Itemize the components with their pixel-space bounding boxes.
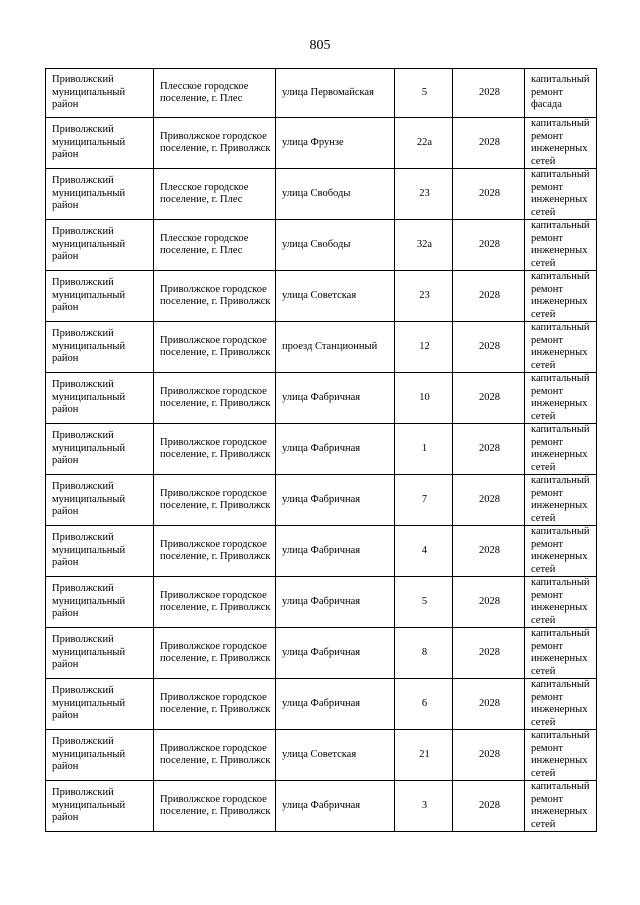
house-number-cell: 32а [395, 220, 453, 271]
settlement-cell: Приволжское городское поселение, г. Приволжск [154, 475, 276, 526]
table-row [46, 577, 597, 628]
street-cell: улица Советская [276, 271, 395, 322]
settlement-cell: Приволжское городское поселение, г. Приволжск [154, 118, 276, 169]
work-type-cell: капитальный ремонт инженерных сетей [525, 322, 597, 373]
table-row [46, 628, 597, 679]
registry-table [45, 68, 597, 832]
table-row [46, 118, 597, 169]
year-cell: 2028 [453, 730, 525, 781]
work-type-cell: капитальный ремонт инженерных сетей [525, 577, 597, 628]
house-number-cell: 22а [395, 118, 453, 169]
settlement-cell: Приволжское городское поселение, г. Приволжск [154, 526, 276, 577]
year-cell: 2028 [453, 322, 525, 373]
table-row [46, 373, 597, 424]
street-cell: улица Фабричная [276, 679, 395, 730]
street-cell: улица Советская [276, 730, 395, 781]
work-type-cell: капитальный ремонт инженерных сетей [525, 526, 597, 577]
year-cell: 2028 [453, 679, 525, 730]
work-type-cell: капитальный ремонт инженерных сетей [525, 730, 597, 781]
street-cell: улица Фабричная [276, 373, 395, 424]
district-cell: Приволжский муниципальный район [46, 322, 154, 373]
house-number-cell: 7 [395, 475, 453, 526]
settlement-cell: Плесское городское поселение, г. Плес [154, 69, 276, 118]
district-cell: Приволжский муниципальный район [46, 526, 154, 577]
house-number-cell: 8 [395, 628, 453, 679]
district-cell: Приволжский муниципальный район [46, 169, 154, 220]
year-cell: 2028 [453, 271, 525, 322]
year-cell: 2028 [453, 628, 525, 679]
district-cell: Приволжский муниципальный район [46, 577, 154, 628]
table-row [46, 322, 597, 373]
district-cell: Приволжский муниципальный район [46, 475, 154, 526]
house-number-cell: 5 [395, 69, 453, 118]
work-type-cell: капитальный ремонт инженерных сетей [525, 271, 597, 322]
district-cell: Приволжский муниципальный район [46, 628, 154, 679]
settlement-cell: Приволжское городское поселение, г. Приволжск [154, 628, 276, 679]
house-number-cell: 21 [395, 730, 453, 781]
district-cell: Приволжский муниципальный район [46, 679, 154, 730]
table-row [46, 526, 597, 577]
table-row [46, 781, 597, 832]
table-row [46, 220, 597, 271]
table-row [46, 730, 597, 781]
work-type-cell: капитальный ремонт инженерных сетей [525, 781, 597, 832]
year-cell: 2028 [453, 577, 525, 628]
district-cell: Приволжский муниципальный район [46, 69, 154, 118]
work-type-cell: капитальный ремонт инженерных сетей [525, 475, 597, 526]
street-cell: улица Свободы [276, 220, 395, 271]
street-cell: улица Фабричная [276, 475, 395, 526]
year-cell: 2028 [453, 220, 525, 271]
district-cell: Приволжский муниципальный район [46, 118, 154, 169]
table-row [46, 69, 597, 118]
settlement-cell: Плесское городское поселение, г. Плес [154, 169, 276, 220]
work-type-cell: капитальный ремонт инженерных сетей [525, 679, 597, 730]
settlement-cell: Приволжское городское поселение, г. Приволжск [154, 577, 276, 628]
street-cell: улица Фабричная [276, 577, 395, 628]
street-cell: проезд Станционный [276, 322, 395, 373]
house-number-cell: 4 [395, 526, 453, 577]
year-cell: 2028 [453, 118, 525, 169]
settlement-cell: Плесское городское поселение, г. Плес [154, 220, 276, 271]
district-cell: Приволжский муниципальный район [46, 781, 154, 832]
settlement-cell: Приволжское городское поселение, г. Приволжск [154, 424, 276, 475]
district-cell: Приволжский муниципальный район [46, 730, 154, 781]
house-number-cell: 23 [395, 169, 453, 220]
table-row [46, 271, 597, 322]
settlement-cell: Приволжское городское поселение, г. Приволжск [154, 679, 276, 730]
house-number-cell: 23 [395, 271, 453, 322]
registry-table-body [46, 69, 597, 832]
house-number-cell: 5 [395, 577, 453, 628]
work-type-cell: капитальный ремонт инженерных сетей [525, 118, 597, 169]
settlement-cell: Приволжское городское поселение, г. Приволжск [154, 271, 276, 322]
street-cell: улица Фабричная [276, 781, 395, 832]
street-cell: улица Свободы [276, 169, 395, 220]
house-number-cell: 3 [395, 781, 453, 832]
year-cell: 2028 [453, 475, 525, 526]
street-cell: улица Фабричная [276, 628, 395, 679]
district-cell: Приволжский муниципальный район [46, 373, 154, 424]
settlement-cell: Приволжское городское поселение, г. Приволжск [154, 373, 276, 424]
street-cell: улица Первомайская [276, 69, 395, 118]
year-cell: 2028 [453, 69, 525, 118]
work-type-cell: капитальный ремонт инженерных сетей [525, 424, 597, 475]
year-cell: 2028 [453, 424, 525, 475]
street-cell: улица Фабричная [276, 526, 395, 577]
year-cell: 2028 [453, 169, 525, 220]
settlement-cell: Приволжское городское поселение, г. Приволжск [154, 322, 276, 373]
house-number-cell: 1 [395, 424, 453, 475]
street-cell: улица Фрунзе [276, 118, 395, 169]
year-cell: 2028 [453, 373, 525, 424]
year-cell: 2028 [453, 526, 525, 577]
district-cell: Приволжский муниципальный район [46, 220, 154, 271]
house-number-cell: 6 [395, 679, 453, 730]
year-cell: 2028 [453, 781, 525, 832]
table-row [46, 475, 597, 526]
settlement-cell: Приволжское городское поселение, г. Приволжск [154, 730, 276, 781]
page-number: 805 [309, 38, 331, 53]
street-cell: улица Фабричная [276, 424, 395, 475]
work-type-cell: капитальный ремонт инженерных сетей [525, 169, 597, 220]
district-cell: Приволжский муниципальный район [46, 271, 154, 322]
table-row [46, 679, 597, 730]
table-row [46, 169, 597, 220]
work-type-cell: капитальный ремонт инженерных сетей [525, 220, 597, 271]
house-number-cell: 12 [395, 322, 453, 373]
work-type-cell: капитальный ремонт фасада [525, 69, 597, 118]
house-number-cell: 10 [395, 373, 453, 424]
settlement-cell: Приволжское городское поселение, г. Приволжск [154, 781, 276, 832]
work-type-cell: капитальный ремонт инженерных сетей [525, 373, 597, 424]
district-cell: Приволжский муниципальный район [46, 424, 154, 475]
table-row [46, 424, 597, 475]
work-type-cell: капитальный ремонт инженерных сетей [525, 628, 597, 679]
